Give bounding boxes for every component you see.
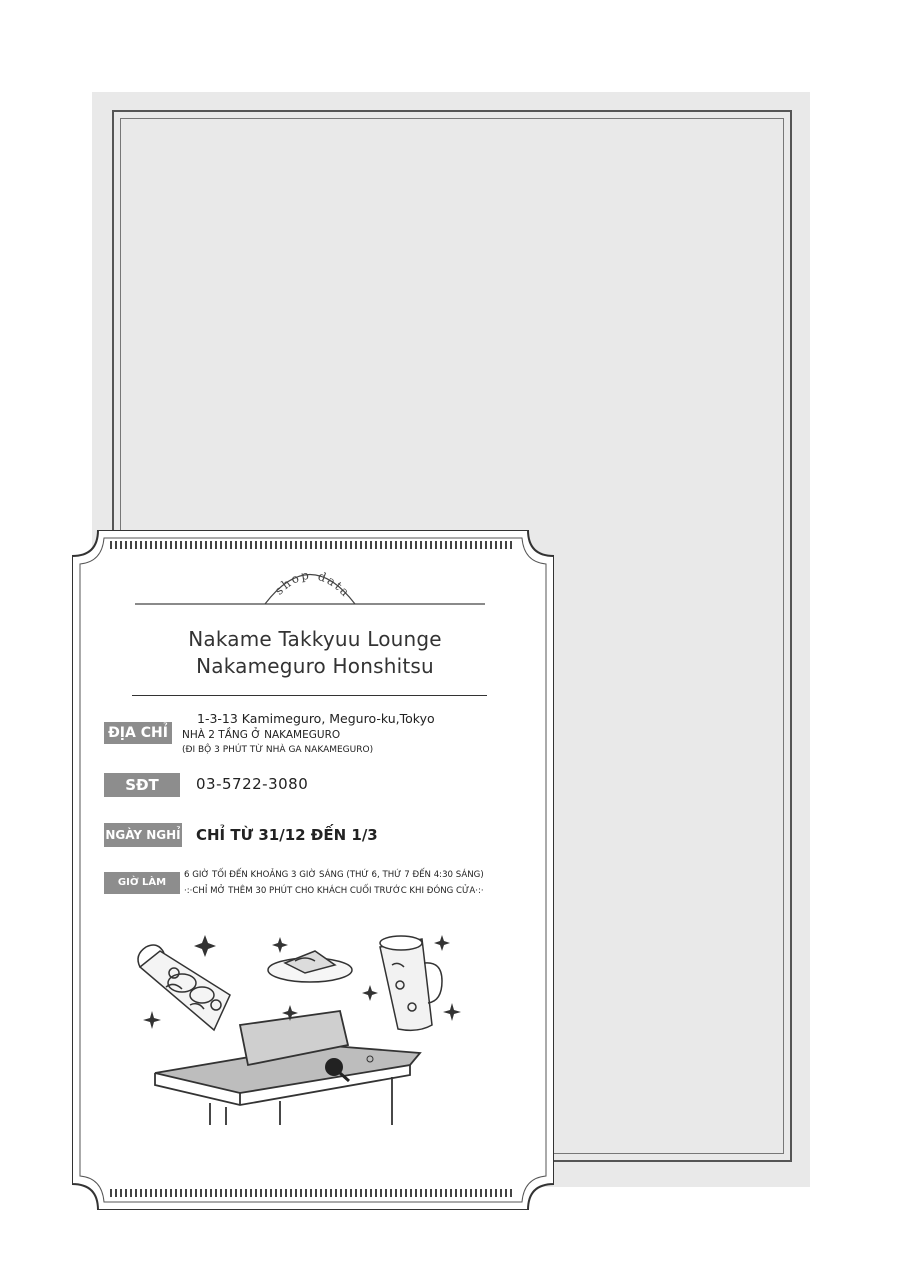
phone-label: SĐT <box>104 773 180 797</box>
illustration <box>130 925 480 1125</box>
holiday-value: CHỈ TỪ 31/12 ĐẾN 1/3 <box>196 826 378 844</box>
address-line3: (ĐI BỘ 3 PHÚT TỪ NHÀ GA NAKAMEGURO) <box>182 745 374 755</box>
shop-data-label: shop data <box>271 567 354 601</box>
bottom-tick-border <box>110 1189 515 1197</box>
top-tick-border <box>110 541 515 549</box>
ping-pong-table-icon <box>155 1011 420 1125</box>
phone-value: 03-5722-3080 <box>196 775 309 793</box>
divider <box>132 695 487 696</box>
plate-icon <box>268 951 352 982</box>
beer-mug-icon <box>380 936 442 1030</box>
shop-name-line1: Nakame Takkyuu Lounge <box>188 627 442 651</box>
address-line2: NHÀ 2 TẦNG Ở NAKAMEGURO <box>182 729 341 741</box>
holiday-label: NGÀY NGHỈ <box>104 823 182 847</box>
address-line1: 1-3-13 Kamimeguro, Meguro-ku,Tokyo <box>197 711 435 726</box>
hours-label: GIỜ LÀM VIỆC <box>104 872 180 894</box>
shop-name-line2: Nakameguro Honshitsu <box>196 654 434 678</box>
address-label: ĐỊA CHỈ <box>104 722 172 744</box>
hours-line2: ·:·CHỈ MỞ THÊM 30 PHÚT CHO KHÁCH CUỐI TRƯỚC KHI ĐÓNG CỬA·:· <box>184 886 484 896</box>
shop-data-header <box>130 555 490 615</box>
hours-line1: 6 GIỜ TỐI ĐẾN KHOẢNG 3 GIỜ SÁNG (THỨ 6, THỨ 7 ĐẾN 4:30 SÁNG) <box>184 870 484 880</box>
